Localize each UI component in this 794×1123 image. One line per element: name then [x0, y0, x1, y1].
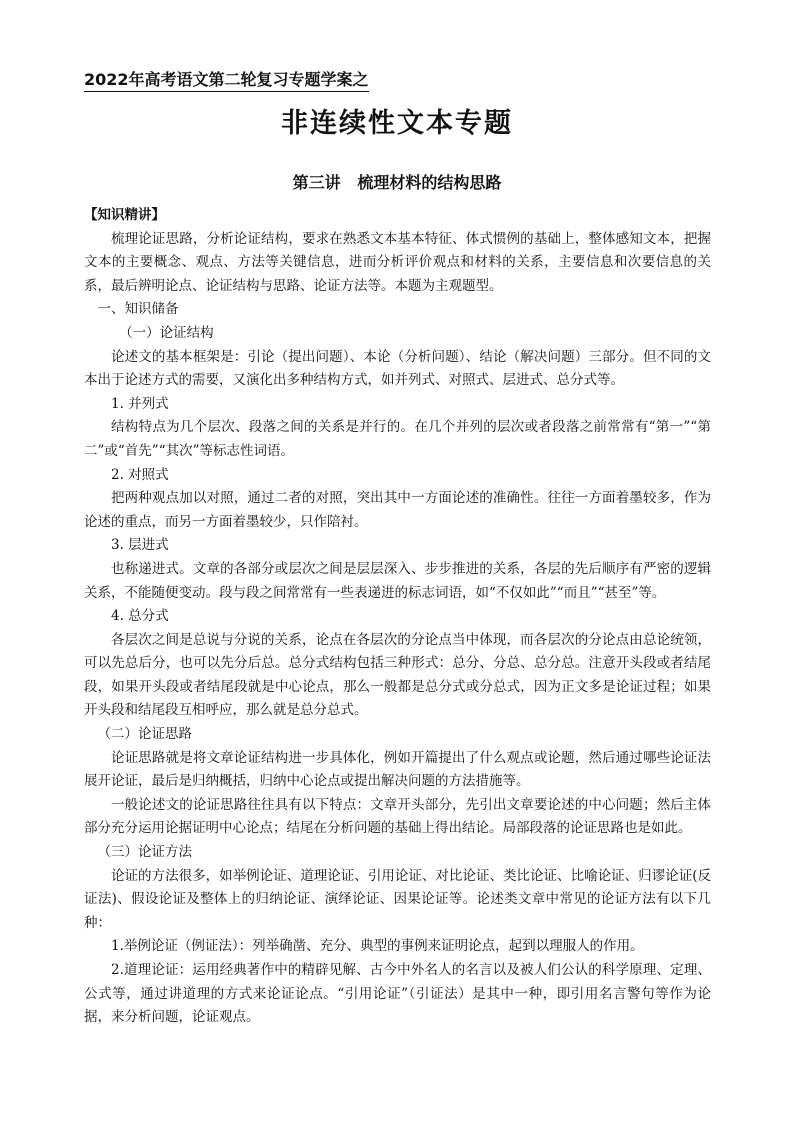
- paragraph-logic-features: 一般论述文的论证思路往往具有以下特点：文章开头部分，先引出文章要论述的中心问题；然后主体部分充分运用论据证明中心论点；结尾在分析问题的基础上得出结论。局部段落的论证思路也是如此。: [84, 796, 711, 837]
- lecture-subtitle: 第三讲 梳理材料的结构思路: [292, 173, 502, 192]
- heading-parallel: 1. 并列式: [111, 395, 169, 412]
- heading-progressive: 3. 层进式: [111, 537, 169, 554]
- main-title: 非连续性文本专题: [281, 108, 513, 139]
- paragraph-contrast: 把两种观点加以对照，通过二者的对照，突出其中一方面论述的准确性。往往一方面着墨较多，作为论述的重点，而另一方面着墨较少，只作陪衬。: [84, 490, 711, 530]
- heading-contrast: 2. 对照式: [111, 466, 169, 483]
- paragraph-methods-overview: 论证的方法很多，如举例论证、道理论证、引用论证、对比论证、类比论证、比喻论证、归谬论证(反证法)、假设论证及整体上的归纳论证、演绎论证、因果论证等。论述类文章中常见的论证方法有以下几种：: [84, 867, 711, 931]
- section-label: 【知识精讲】: [84, 207, 165, 223]
- paragraph-general-specific: 各层次之间是总说与分说的关系，论点在各层次的分论点当中体现，而各层次的分论点由总论统领，可以先总后分，也可以先分后总。总分式结构包括三种形式：总分、分总、总分总。注意开头段或者结尾段，如果开头段或者结尾段就是中心论点，那么一般都是总分式或分总式，因为正文多是论证过程；如果开头段和结尾段互相呼应，那么就是总分总式。: [84, 631, 711, 719]
- document-body: [84, 204, 711, 1030]
- intro-paragraph: 梳理论证思路，分析论证结构，要求在熟悉文本基本特征、体式惯例的基础上，整体感知文本，把握文本的主要概念、观点、方法等关键信息，进而分析评价观点和材料的关系，主要信息和次要信息的关系，最后辨明论点、论证结构与思路、论证方法等。本题为主观题型。: [84, 230, 711, 294]
- heading-general-specific: 4. 总分式: [111, 608, 169, 625]
- paragraph-argument-logic: 论证思路就是将文章论证结构进一步具体化，例如开篇提出了什么观点或论题，然后通过哪些论证法展开论证，最后是归纳概括，归纳中心论点或提出解决问题的方法措施等。: [84, 749, 711, 790]
- paragraph-parallel: 结构特点为几个层次、段落之间的关系是并行的。在几个并列的层次或者段落之前常常有“第一”“第二”或“首先”“其次”等标志性词语。: [84, 419, 711, 459]
- heading-argument-logic: （二）论证思路: [97, 726, 192, 743]
- paragraph-progressive: 也称递进式。文章的各部分或层次之间是层层深入、步步推进的关系，各层的先后顺序有严密的逻辑关系，不能随便变动。段与段之间常常有一些表递进的标志词语，如“不仅如此”“而且”“甚至”等。: [84, 560, 711, 601]
- heading-argument-structure: （一）论证结构: [119, 324, 214, 341]
- heading-argument-methods: （三）论证方法: [97, 844, 192, 861]
- paragraph-reasoning-argument: 2.道理论证：运用经典著作中的精辟见解、古今中外名人的名言以及被人们公认的科学原理、定理、公式等，通过讲道理的方式来论证论点。“引用论证”（引证法）是其中一种，即引用名言警句等作为论据，来分析问题，论证观点。: [84, 962, 711, 1026]
- paragraph-example-argument: 1.举例论证（例证法）：列举确凿、充分、典型的事例来证明论点，起到以理服人的作用。: [111, 938, 644, 955]
- document-header: 2022年高考语文第二轮复习专题学案之: [84, 70, 369, 92]
- heading-knowledge-reserve: 一、知识储备: [97, 301, 179, 318]
- paragraph-structure-overview: 论述文的基本框架是：引论（提出问题）、本论（分析问题）、结论（解决问题）三部分。但不同的文本出于论述方式的需要，又演化出多种结构方式，如并列式、对照式、层进式、总分式等。: [84, 348, 711, 389]
